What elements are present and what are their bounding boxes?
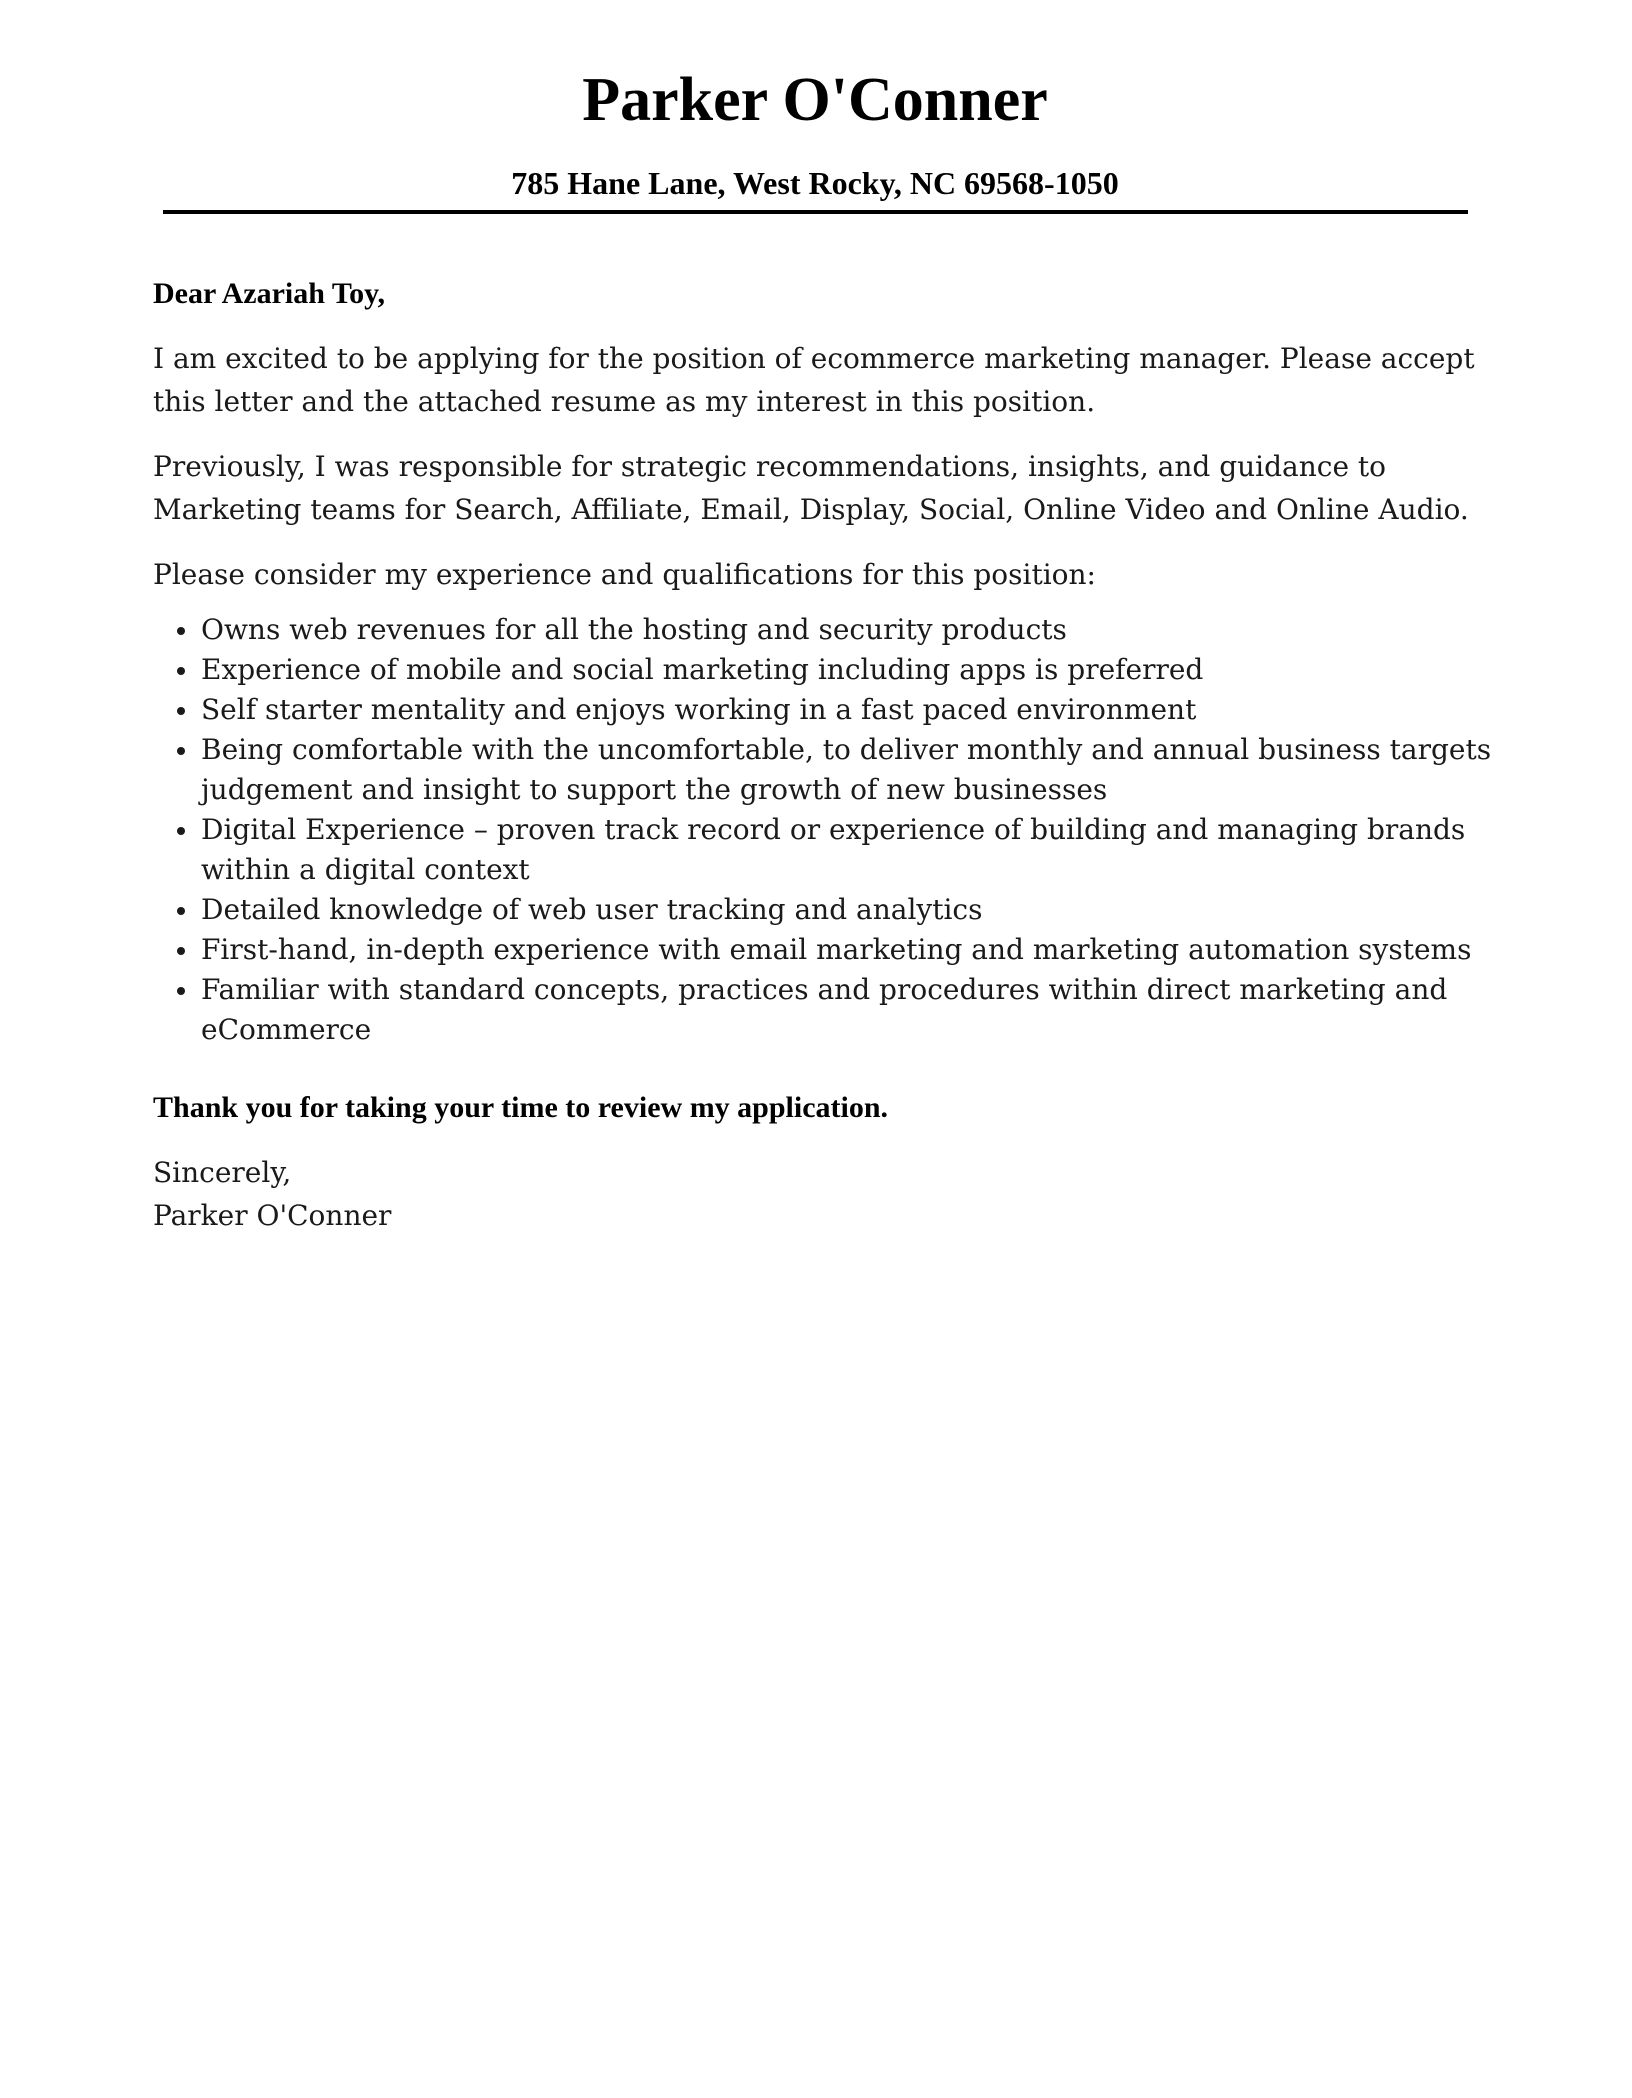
- list-item: [153, 890, 1498, 930]
- list-item-text: Owns web revenues for all the hosting and security products: [201, 613, 1067, 646]
- paragraph-experience: Previously, I was responsible for strategic recommendations, insights, and guidance to Marketing teams for Search, Affiliate, Email, Display, Social, Online Video and Online Audio.: [153, 450, 1469, 526]
- list-item: [153, 810, 1498, 890]
- list-item: [153, 930, 1498, 970]
- letter-body: [153, 272, 1498, 1237]
- bullet-icon: [177, 627, 185, 635]
- list-item-text: Self starter mentality and enjoys working in a fast paced environment: [201, 693, 1197, 726]
- list-item: [153, 610, 1498, 650]
- header-divider: [163, 210, 1468, 214]
- list-item-text: Digital Experience – proven track record or experience of building and managing brands within a digital context: [201, 813, 1466, 886]
- paragraph-qualifications-lead: Please consider my experience and qualifications for this position:: [153, 558, 1096, 591]
- list-item-text: Familiar with standard concepts, practices and procedures within direct marketing and eCommerce: [201, 973, 1448, 1046]
- list-item: [153, 730, 1498, 810]
- signature-name: Parker O'Conner: [153, 1199, 392, 1232]
- list-item: [153, 690, 1498, 730]
- bullet-icon: [177, 907, 185, 915]
- bullet-icon: [177, 947, 185, 955]
- list-item-text: Detailed knowledge of web user tracking and analytics: [201, 893, 983, 926]
- list-item-text: Being comfortable with the uncomfortable, to deliver monthly and annual business targets judgement and insight to support the growth of new businesses: [201, 733, 1492, 806]
- letter-header: [160, 55, 1470, 205]
- bullet-icon: [177, 827, 185, 835]
- bullet-icon: [177, 707, 185, 715]
- list-item-text: First-hand, in-depth experience with email marketing and marketing automation systems: [201, 933, 1472, 966]
- paragraph-intro: I am excited to be applying for the position of ecommerce marketing manager. Please accept this letter and the attached resume as my interest in this position.: [153, 342, 1475, 418]
- list-item: [153, 970, 1498, 1050]
- closing-thanks: Thank you for taking your time to review my application.: [153, 1091, 889, 1124]
- bullet-icon: [177, 667, 185, 675]
- qualifications-list: [153, 610, 1498, 1050]
- list-item: [153, 650, 1498, 690]
- greeting: Dear Azariah Toy,: [153, 277, 385, 310]
- bullet-icon: [177, 747, 185, 755]
- sender-address: 785 Hane Lane, West Rocky, NC 69568-1050: [511, 165, 1119, 201]
- bullet-icon: [177, 987, 185, 995]
- signoff: Sincerely,: [153, 1156, 292, 1189]
- list-item-text: Experience of mobile and social marketing including apps is preferred: [201, 653, 1204, 686]
- sender-name: Parker O'Conner: [582, 66, 1048, 134]
